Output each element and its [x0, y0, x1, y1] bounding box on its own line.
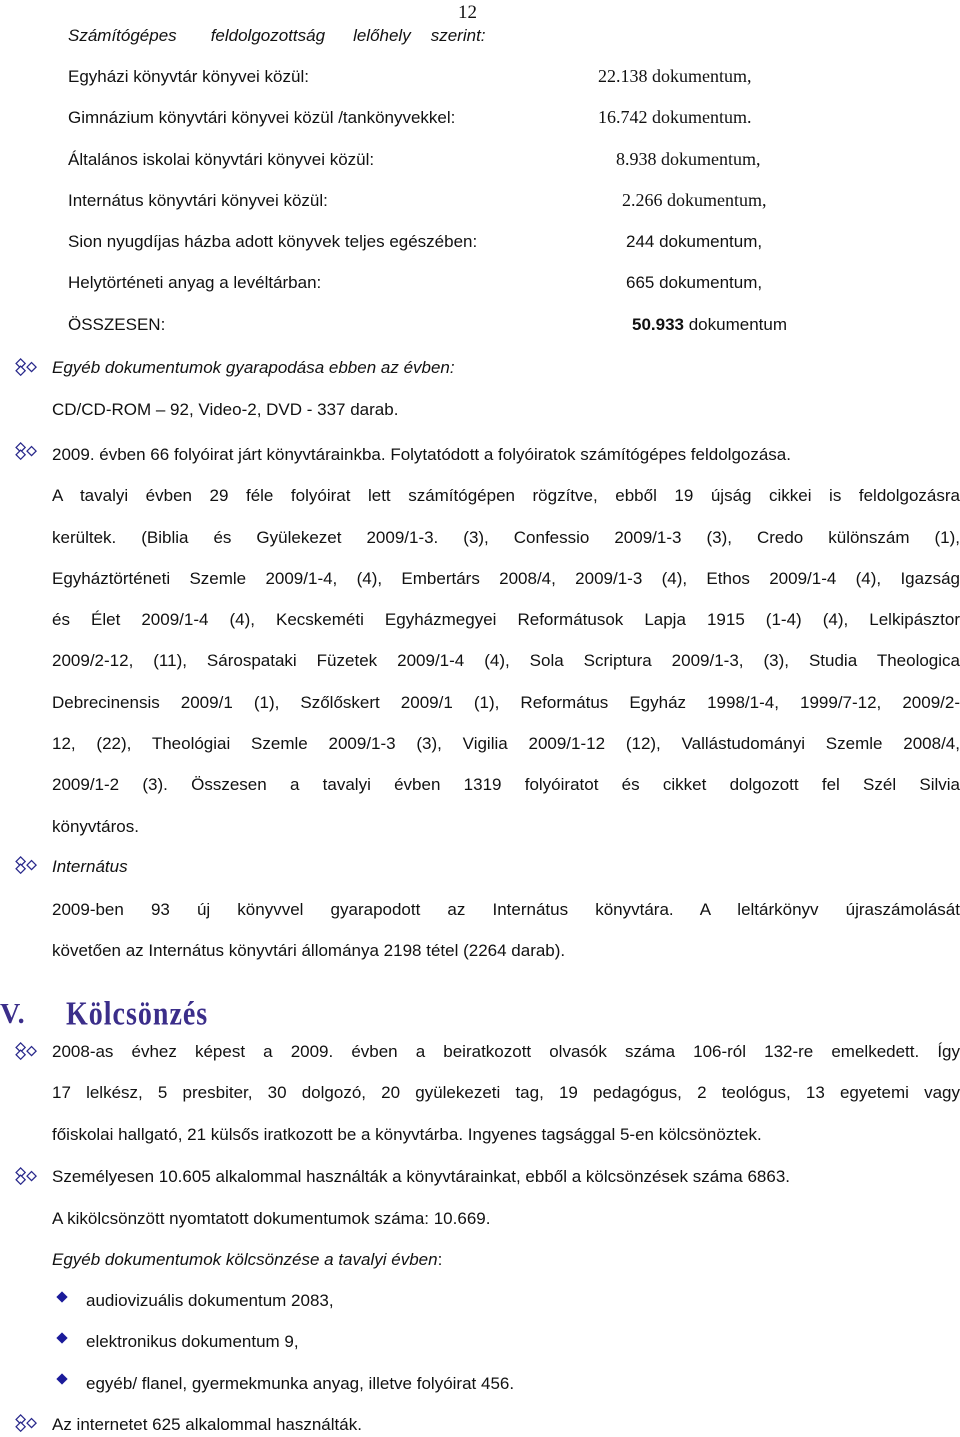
text-line: követően az Internátus könyvtári állománya 2198 tétel (2264 darab).	[52, 941, 566, 961]
stat-value	[632, 304, 787, 345]
diamond-bullet-icon	[14, 1414, 40, 1434]
text-line: 12, (22), Theológiai Szemle 2009/1-3 (3), Vigilia 2009/1-12 (12), Vallástudományi Szemle 2008/4,	[52, 734, 960, 754]
text-line: A tavalyi évben 29 féle folyóirat lett számítógépen rögzítve, ebből 19 újság cikkei is feldolgozásra	[52, 486, 960, 506]
square-bullet-icon	[56, 1291, 68, 1303]
text-line: kerültek. (Biblia és Gyülekezet 2009/1-3. (3), Confessio 2009/1-3 (3), Credo különszám (1),	[52, 527, 960, 547]
stat-row-total	[68, 304, 808, 345]
diamond-bullet-icon	[14, 856, 40, 876]
other-docs-heading: Egyéb dokumentumok gyarapodása ebben az évben:	[52, 358, 455, 377]
other-lending-heading	[52, 1248, 442, 1272]
square-bullet-icon	[56, 1332, 68, 1344]
stat-value: 22.138 dokumentum,	[598, 66, 752, 86]
stat-row	[68, 221, 808, 262]
total-number: 50.933	[632, 314, 684, 334]
stat-label: Helytörténeti anyag a levéltárban:	[68, 273, 322, 293]
other-docs-line: CD/CD-ROM – 92, Video-2, DVD - 337 darab.	[52, 400, 399, 419]
stat-label: Gimnázium könyvtári könyvei közül /tankönyvekkel:	[68, 108, 456, 128]
title-word: lelőhely	[353, 26, 411, 45]
diamond-bullet-icon	[14, 1167, 40, 1187]
lending-item: egyéb/ flanel, gyermekmunka anyag, illetve folyóirat 456.	[86, 1374, 515, 1393]
other-lending-heading-text: Egyéb dokumentumok kölcsönzése a tavalyi évben	[52, 1250, 438, 1269]
stat-row	[68, 97, 808, 138]
stat-value: 244 dokumentum,	[626, 232, 763, 252]
text-line: 2009/2-12, (11), Sárospataki Füzetek 2009/1-4 (4), Sola Scriptura 2009/1-3, (3), Studia Theologica	[52, 651, 960, 671]
title-word: szerint:	[430, 26, 486, 45]
stat-value: 665 dokumentum,	[626, 273, 763, 293]
text-line: főiskolai hallgató, 21 külsős iratkozott be a könyvtárba. Ingyenes tagsággal 5-en kölcsönöztek.	[52, 1124, 762, 1144]
stat-label: ÖSSZESEN:	[68, 314, 166, 334]
readers-paragraph	[52, 1031, 960, 1155]
title-word: Számítógépes	[68, 26, 177, 45]
lending-item: audiovizuális dokumentum 2083,	[86, 1291, 334, 1310]
stat-row	[68, 56, 808, 97]
diamond-bullet-icon	[14, 442, 40, 462]
periodicals-paragraph	[52, 434, 960, 847]
stat-value: 2.266 dokumentum,	[622, 189, 767, 210]
text-line: könyvtáros.	[52, 816, 139, 836]
text-line: 2009/1-2 (3). Összesen a tavalyi évben 1319 folyóiratot és cikket dolgozott fel Szél Silvia	[52, 775, 960, 795]
text-line: 2008-as évhez képest a 2009. évben a beiratkozott olvasók száma 106-ról 132-re emelkedett. Így	[52, 1042, 960, 1061]
diamond-bullet-icon	[14, 1042, 40, 1062]
stat-label: Egyházi könyvtár könyvei közül:	[68, 67, 309, 86]
stat-row	[68, 262, 808, 303]
statistics-title	[68, 22, 808, 50]
statistics-block	[68, 22, 808, 345]
text-line: 2009. évben 66 folyóirat járt könyvtárainkba. Folytatódott a folyóiratok számítógépes feldolgozása.	[52, 445, 791, 464]
section-number: V.	[0, 999, 26, 1030]
lending-item: elektronikus dokumentum 9,	[86, 1332, 299, 1351]
text-line: és Élet 2009/1-4 (4), Kecskeméti Egyházmegyei Reformátusok Lapja 1915 (1-4) (4), Lelkipásztor	[52, 610, 960, 630]
stat-row	[68, 180, 808, 221]
internatus-heading: Internátus	[52, 857, 128, 876]
stat-label: Általános iskolai könyvtári könyvei közül:	[68, 149, 375, 169]
printed-docs-line: A kikölcsönzött nyomtatott dokumentumok száma: 10.669.	[52, 1209, 491, 1228]
section-title: Kölcsönzés	[66, 995, 209, 1033]
page-number: 12	[458, 2, 477, 23]
stat-value: 16.742 dokumentum.	[598, 107, 752, 128]
other-lending-colon: :	[437, 1250, 443, 1269]
title-word: feldolgozottság	[210, 26, 326, 45]
text-line: Debrecinensis 2009/1 (1), Szőlőskert 2009/1 (1), Református Egyház 1998/1-4, 1999/7-12, 2009/2-	[52, 692, 960, 712]
square-bullet-icon	[56, 1373, 68, 1385]
internet-use-line: Az internetet 625 alkalommal használták.	[52, 1415, 362, 1434]
stat-row	[68, 139, 808, 180]
stat-label: Internátus könyvtári könyvei közül:	[68, 190, 328, 210]
internatus-paragraph	[52, 889, 960, 972]
diamond-bullet-icon	[14, 358, 40, 378]
personal-use-line: Személyesen 10.605 alkalommal használták a könyvtárainkat, ebből a kölcsönzések száma 6863.	[52, 1167, 791, 1186]
stat-value: 8.938 dokumentum,	[616, 148, 761, 169]
total-unit: dokumentum	[684, 314, 787, 334]
text-line: 17 lelkész, 5 presbiter, 30 dolgozó, 20 gyülekezeti tag, 19 pedagógus, 2 teológus, 13 egyetemi vagy	[52, 1083, 960, 1103]
text-line: Egyháztörténeti Szemle 2009/1-4, (4), Embertárs 2008/4, 2009/1-3 (4), Ethos 2009/1-4 (4), Igazság	[52, 568, 960, 588]
text-line: 2009-ben 93 új könyvvel gyarapodott az Internátus könyvtára. A leltárkönyv újraszámolását	[52, 900, 960, 919]
stat-label: Sion nyugdíjas házba adott könyvek teljes egészében:	[68, 232, 478, 252]
